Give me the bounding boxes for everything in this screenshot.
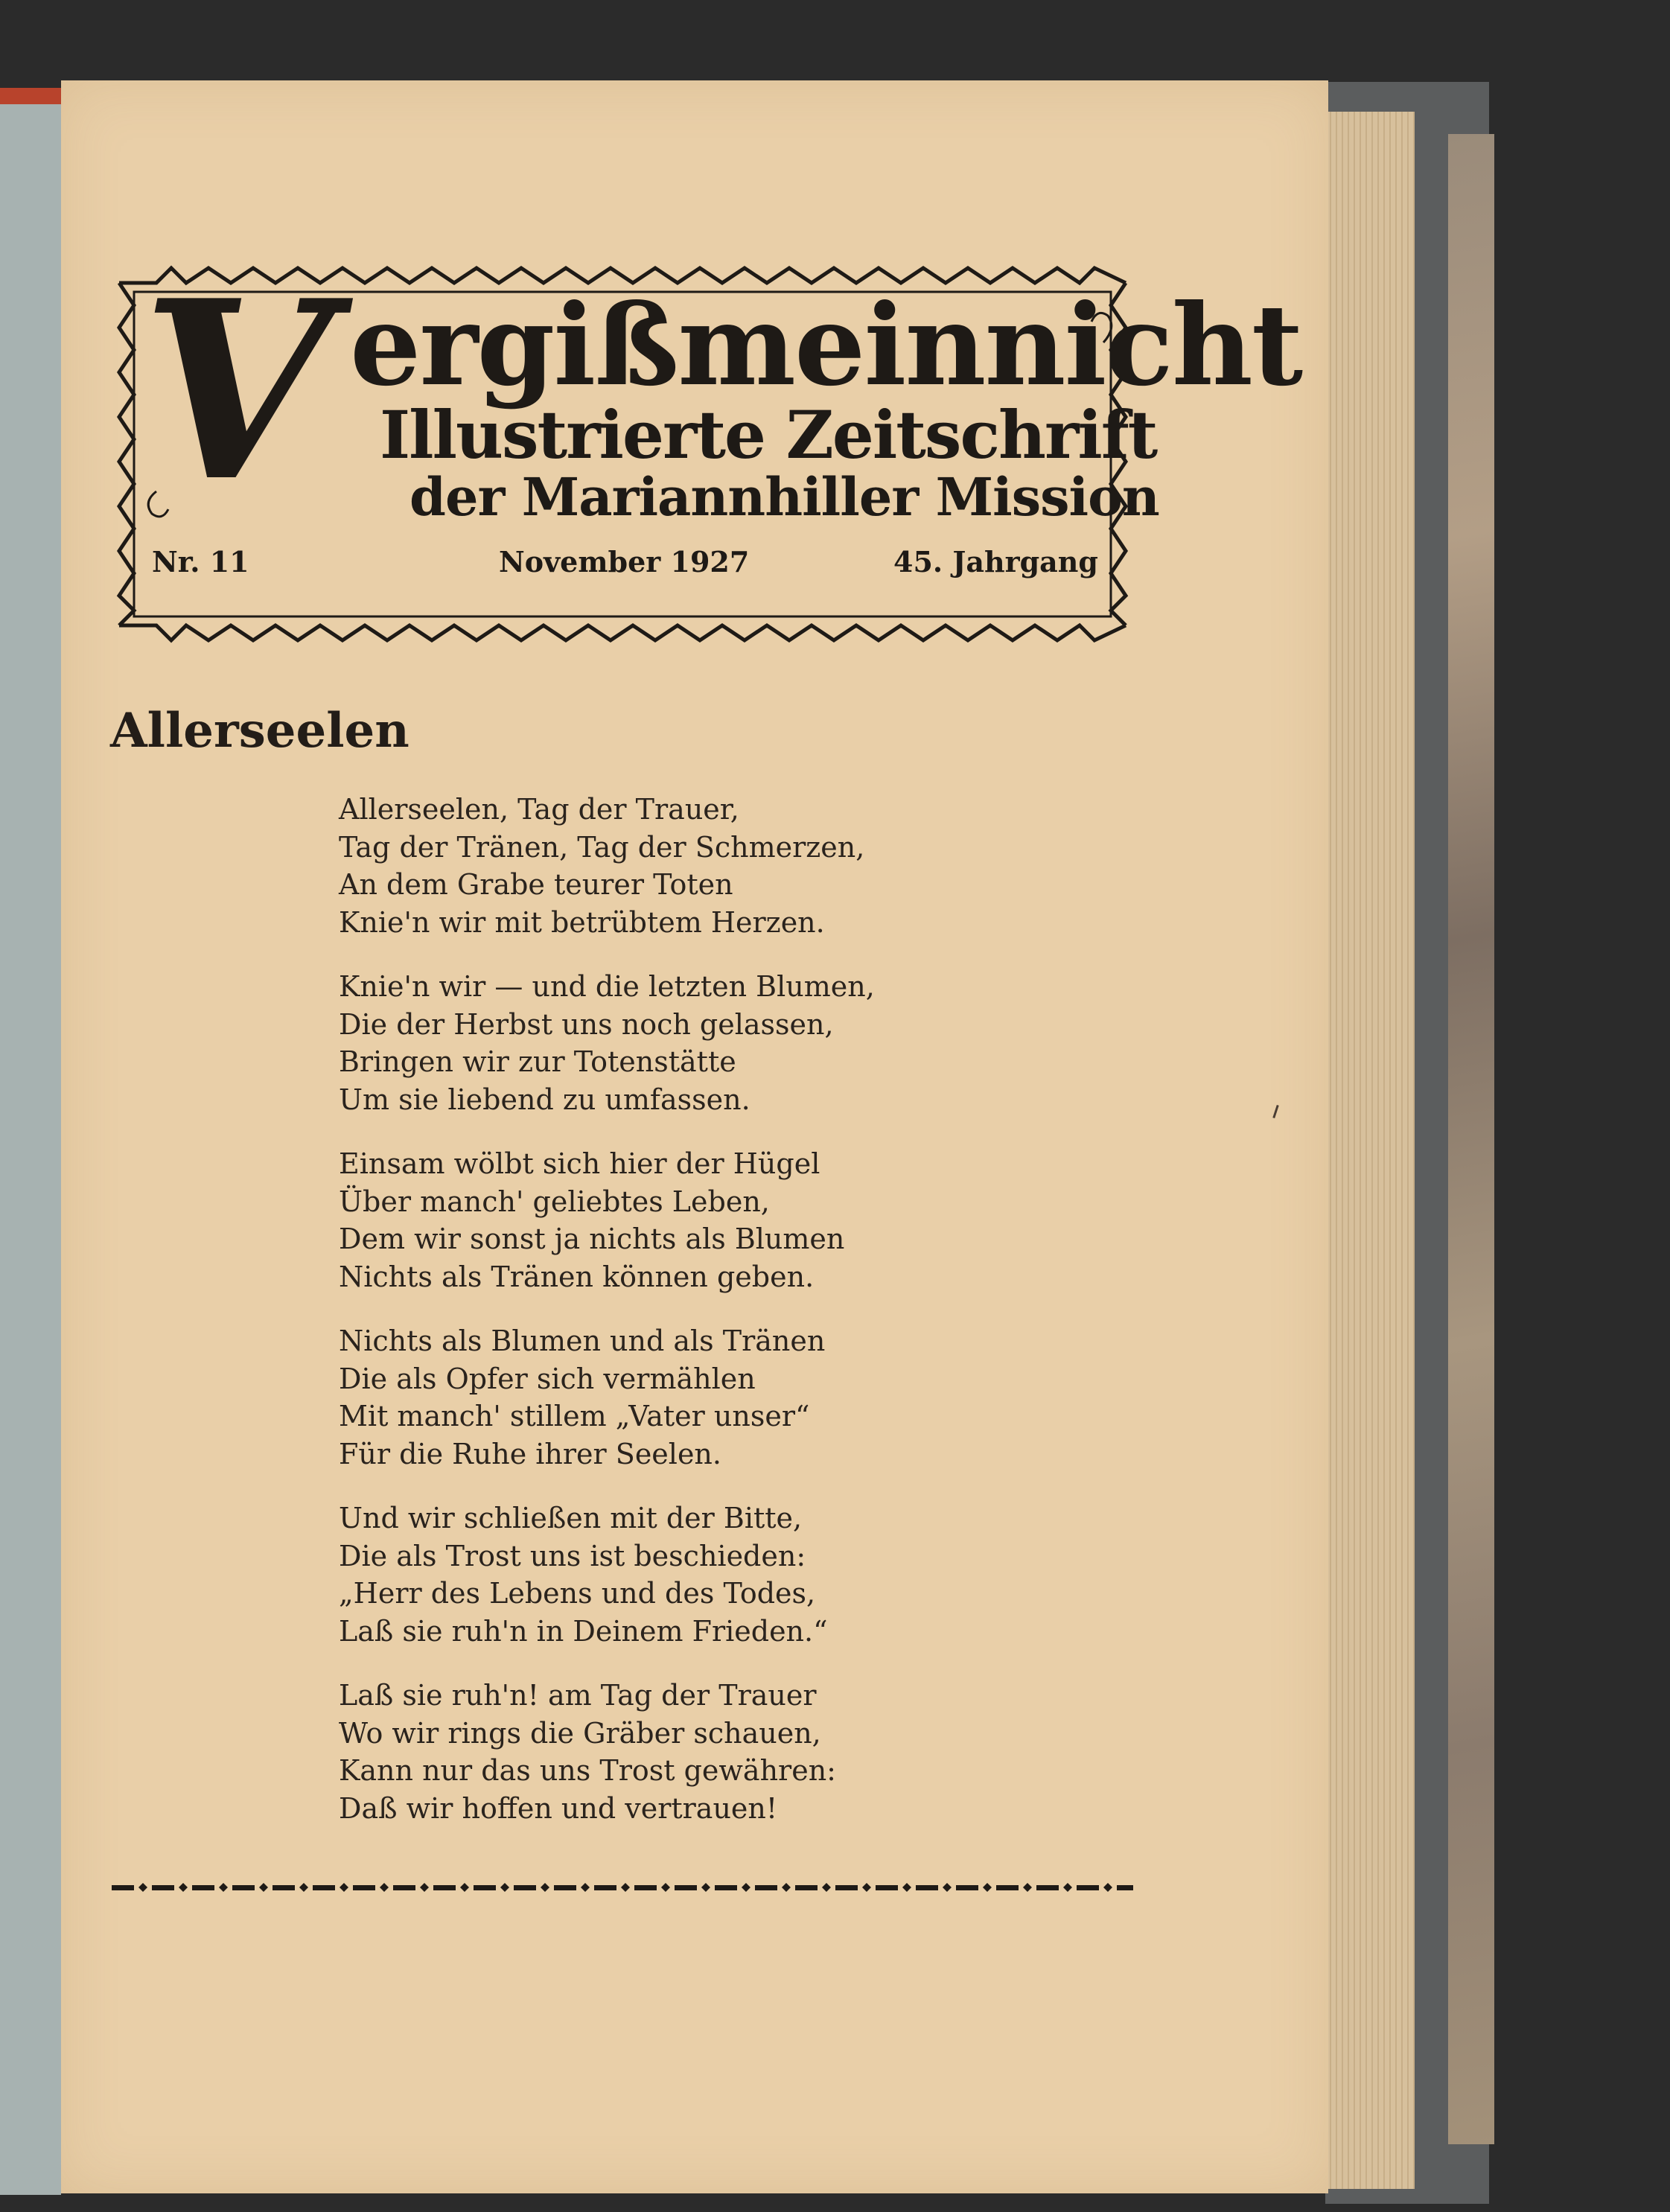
divider-diamond	[1063, 1883, 1072, 1892]
divider-diamond	[943, 1883, 952, 1892]
poem-line: Wo wir rings die Gräber schauen,	[339, 1716, 821, 1750]
stanza	[339, 791, 934, 941]
divider-bar	[1117, 1885, 1133, 1890]
masthead-initial: V	[141, 246, 333, 535]
masthead	[112, 246, 1302, 648]
poem-line: Laß sie ruh'n! am Tag der Trauer	[339, 1679, 817, 1712]
stanza	[339, 1499, 934, 1650]
poem-line: Nichts als Tränen können geben.	[339, 1260, 815, 1293]
divider-bar	[474, 1885, 496, 1890]
divider-bar	[192, 1885, 214, 1890]
poem-line: Mit manch' stillem „Vater unser“	[339, 1400, 810, 1432]
divider-bar	[795, 1885, 818, 1890]
divider-bar	[755, 1885, 777, 1890]
divider-diamond	[259, 1883, 268, 1892]
divider-diamond	[862, 1883, 871, 1892]
divider-diamond	[138, 1883, 147, 1892]
divider-diamond	[1023, 1883, 1032, 1892]
divider-bar	[835, 1885, 858, 1890]
divider-diamond	[822, 1883, 831, 1892]
poem-line: Knie'n wir mit betrübtem Herzen.	[339, 905, 825, 939]
stanza	[339, 1677, 934, 1827]
divider-bar	[112, 1885, 134, 1890]
divider-bar	[152, 1885, 174, 1890]
divider-bar	[273, 1885, 295, 1890]
divider-bar	[876, 1885, 898, 1890]
poem-line: Dem wir sonst ja nichts als Blumen	[339, 1223, 845, 1255]
poem-body	[339, 791, 934, 1854]
issue-date: November 1927	[499, 545, 750, 579]
divider-diamond	[782, 1883, 791, 1892]
poem-line: Die als Trost uns ist beschieden:	[339, 1539, 806, 1572]
divider-bar	[313, 1885, 335, 1890]
poem-line: Für die Ruhe ihrer Seelen.	[339, 1437, 721, 1470]
divider-diamond	[701, 1883, 710, 1892]
divider-bar	[956, 1885, 978, 1890]
poem-line: An dem Grabe teurer Toten	[339, 868, 733, 901]
divider-bar	[514, 1885, 536, 1890]
poem-line: Bringen wir zur Totenstätte	[339, 1045, 736, 1078]
poem-line: Tag der Tränen, Tag der Schmerzen,	[339, 830, 865, 864]
divider-diamond	[581, 1883, 590, 1892]
magazine-title: ergißmeinnicht	[350, 280, 1302, 411]
divider-diamond	[500, 1883, 509, 1892]
volume-number: 45. Jahrgang	[893, 545, 1098, 579]
ornamental-divider	[112, 1876, 1133, 1899]
poem-title: Allerseelen	[110, 703, 409, 759]
divider-diamond	[179, 1883, 188, 1892]
divider-bar	[554, 1885, 576, 1890]
magazine-publisher: der Mariannhiller Mission	[409, 466, 1159, 528]
divider-bar	[393, 1885, 415, 1890]
divider-bar	[1036, 1885, 1059, 1890]
facing-page-edge	[0, 88, 61, 2195]
divider-bar	[916, 1885, 938, 1890]
divider-diamond	[1103, 1883, 1112, 1892]
stanza	[339, 1145, 934, 1295]
poem-line: Um sie liebend zu umfassen.	[339, 1083, 750, 1116]
divider-bar	[1077, 1885, 1099, 1890]
magazine-subtitle: Illustrierte Zeitschrift	[380, 396, 1157, 474]
divider-bar	[232, 1885, 255, 1890]
divider-diamond	[420, 1883, 429, 1892]
stanza	[339, 968, 934, 1118]
poem-line: Daß wir hoffen und vertrauen!	[339, 1791, 778, 1825]
divider-diamond	[460, 1883, 469, 1892]
divider-bar	[715, 1885, 737, 1890]
poem-line: Über manch' geliebtes Leben,	[339, 1185, 770, 1218]
poem-line: Knie'n wir — und die letzten Blumen,	[339, 970, 875, 1003]
divider-bar	[675, 1885, 697, 1890]
divider-diamond	[902, 1883, 911, 1892]
divider-diamond	[340, 1883, 348, 1892]
divider-bar	[433, 1885, 456, 1890]
poem-line: Nichts als Blumen und als Tränen	[339, 1325, 826, 1357]
divider-diamond	[621, 1883, 630, 1892]
poem-line: Und wir schließen mit der Bitte,	[339, 1502, 803, 1534]
poem-line: Die als Opfer sich vermählen	[339, 1362, 756, 1395]
poem-line: Die der Herbst uns noch gelassen,	[339, 1007, 834, 1041]
divider-diamond	[380, 1883, 389, 1892]
divider-bar	[594, 1885, 616, 1890]
divider-bar	[353, 1885, 375, 1890]
divider-diamond	[219, 1883, 228, 1892]
divider-diamond	[541, 1883, 549, 1892]
page-stack	[1325, 112, 1415, 2189]
poem-line: Einsam wölbt sich hier der Hügel	[339, 1147, 820, 1180]
stanza	[339, 1322, 934, 1473]
issue-number: Nr. 11	[152, 545, 249, 579]
divider-diamond	[299, 1883, 308, 1892]
divider-diamond	[742, 1883, 750, 1892]
poem-line: Allerseelen, Tag der Trauer,	[339, 793, 739, 826]
divider-diamond	[983, 1883, 992, 1892]
facing-page-spine-mark	[0, 88, 61, 104]
marbled-cover	[1448, 134, 1494, 2144]
poem-line: Laß sie ruh'n in Deinem Frieden.“	[339, 1614, 828, 1648]
poem-line: „Herr des Lebens und des Todes,	[339, 1577, 816, 1610]
divider-bar	[634, 1885, 657, 1890]
divider-bar	[996, 1885, 1019, 1890]
divider-diamond	[661, 1883, 670, 1892]
poem-line: Kann nur das uns Trost gewähren:	[339, 1754, 836, 1787]
